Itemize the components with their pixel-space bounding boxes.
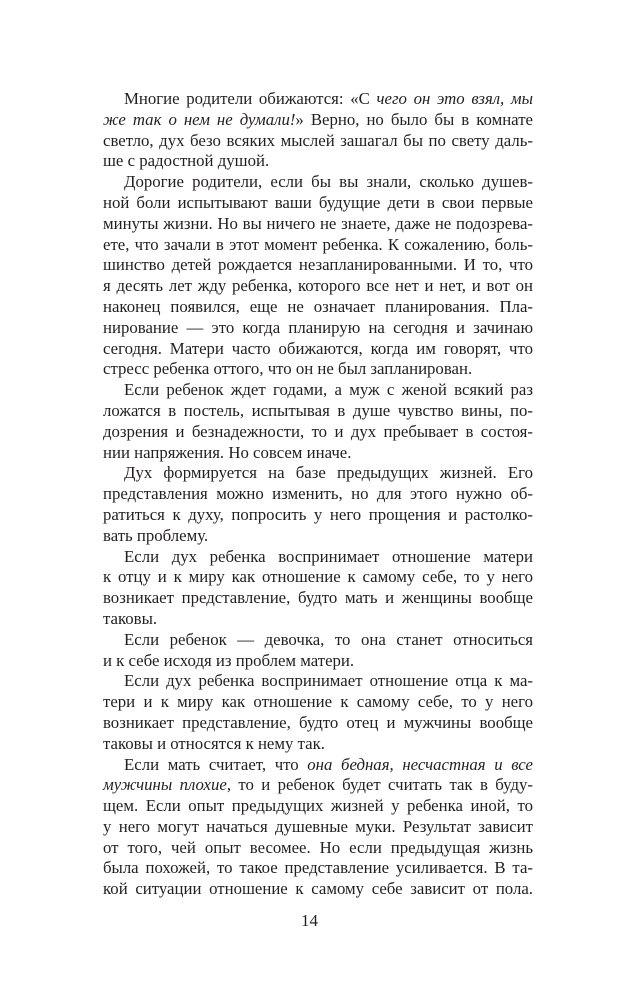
text-line: к отцу и к миру как отношение к самому себе, то у него [103, 567, 533, 587]
text-line: наконец появился, еще не означает планирования. Пла- [103, 296, 533, 316]
italic-text-segment: мужчины плохие, [103, 775, 232, 795]
text-line [103, 89, 533, 110]
text-line [103, 110, 533, 131]
text-line: я десять лет жду ребенка, которого все нет и нет, и вот он [103, 276, 533, 296]
text-line: сегодня. Матери часто обижаются, когда им говорят, что [103, 338, 533, 358]
text-line: ше с радостной душой. [103, 151, 270, 171]
text-line: от того, чей опыт весомее. Но если предыдущая жизнь [103, 837, 533, 857]
text-line: таковы и относятся к нему так. [103, 733, 325, 753]
paragraph [103, 671, 533, 754]
text-line: Если дух ребенка воспринимает отношение матери [124, 546, 533, 566]
text-line: минуты жизни. Но вы ничего не знаете, даже не подозрева- [103, 213, 533, 233]
text-line: ной боли испытывают ваши будущие дети в свои первые [103, 192, 533, 212]
text-line: дозрения и безнадежности, то и дух пребывает в состоя- [103, 421, 533, 441]
paragraph [103, 89, 533, 172]
text-line: ратиться к духу, попросить у него прощения и растолко- [103, 504, 533, 524]
text-line: шинство детей рождается незапланированными. И то, что [103, 255, 533, 275]
text-line: нирование — это когда планирую на сегодня и зачинаю [103, 317, 533, 337]
text-segment: Многие родители обижаются: «С [124, 89, 377, 108]
text-line [103, 775, 533, 796]
text-line: вать проблему. [103, 525, 209, 545]
text-line: возникает представление, будто мать и женщины вообще [103, 588, 533, 608]
text-line: и к себе исходя из проблем матери. [103, 650, 355, 670]
text-line: представления можно изменить, но для этого нужно об- [103, 484, 533, 504]
italic-text-segment: же так о нем не думали! [103, 109, 296, 129]
text-line: Если ребенок — девочка, то она станет относиться [124, 629, 533, 649]
text-line: Если дух ребенка воспринимает отношение отца к ма- [124, 671, 533, 691]
text-line: светло, дух безо всяких мыслей зашагал бы по свету даль- [103, 130, 533, 150]
text-line: стресс ребенка оттого, что он не был запланирован. [103, 359, 473, 379]
text-line: нии напряжения. Но совсем иначе. [103, 442, 352, 462]
paragraph [103, 172, 533, 380]
italic-text-segment: чего он это взял, мы [376, 89, 534, 108]
text-segment: то и ребенок будет считать так в буду- [231, 775, 533, 795]
paragraph [103, 547, 533, 630]
text-line: Дух формируется на базе предыдущих жизней. Его [124, 463, 533, 483]
text-line: ете, что зачали в этот момент ребенка. К сожалению, боль- [103, 234, 533, 254]
text-line: ложатся в постель, испытывая в душе чувство вины, по- [103, 400, 533, 420]
text-line: возникает представление, будто отец и мужчины вообще [103, 712, 533, 732]
text-line: таковы. [103, 608, 158, 628]
italic-text-segment: она бедная, несчастная и все [307, 754, 533, 774]
paragraph [103, 630, 533, 672]
page-number: 14 [301, 911, 318, 930]
text-line: щем. Если опыт предыдущих жизней у ребенка иной, то [103, 796, 533, 816]
text-line: Если ребенок ждет годами, а муж с женой всякий раз [124, 380, 533, 400]
paragraph [103, 463, 533, 546]
text-segment: » Верно, но было бы в комнате [295, 109, 533, 129]
text-line: была похожей, то такое представление усиливается. В та- [103, 858, 533, 878]
text-line: тери и к миру как отношение к самому себе, то у него [103, 692, 533, 712]
paragraph [103, 380, 533, 463]
body-text [103, 89, 533, 900]
paragraph [103, 755, 533, 901]
text-segment: Если мать считает, что [124, 754, 308, 774]
text-line: Дорогие родители, если бы вы знали, сколько душев- [124, 172, 533, 192]
text-line [103, 755, 533, 776]
text-line: у него могут начаться душевные муки. Результат зависит [103, 816, 533, 836]
text-line: кой ситуации отношение к самому себе зависит от пола. [103, 879, 533, 899]
